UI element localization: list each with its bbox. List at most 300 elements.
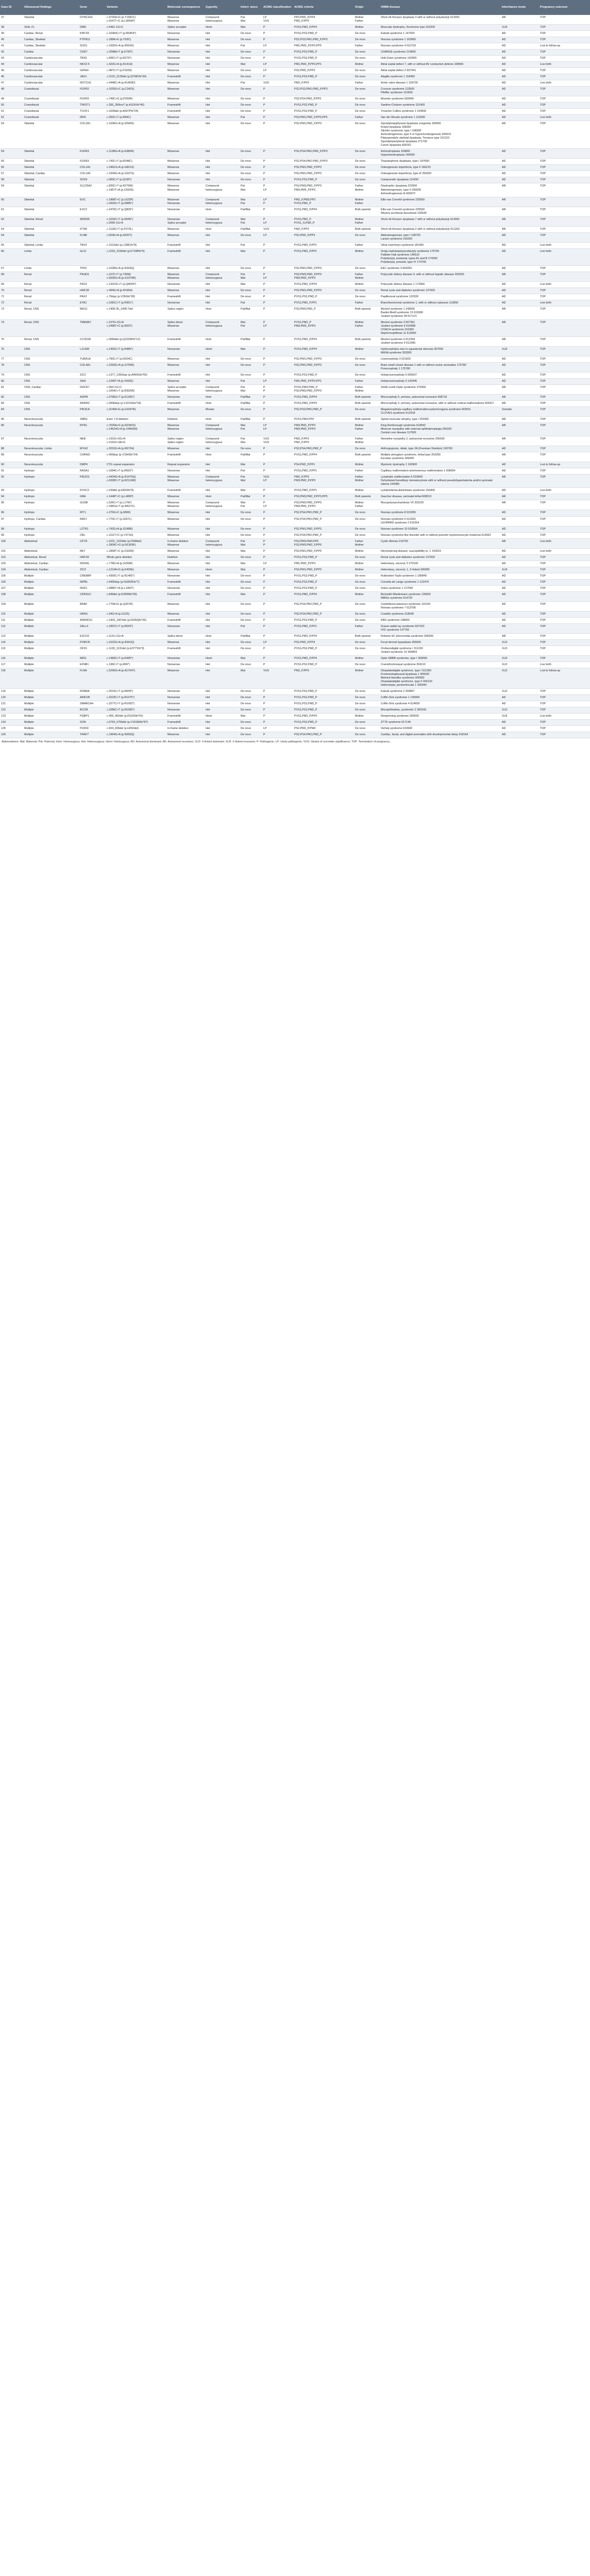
- table-cell: PM2_P,PP3: [293, 226, 354, 232]
- table-cell: De novo: [354, 407, 380, 417]
- table-cell: Cardiovascular: [23, 56, 79, 62]
- table-cell: PVS1,PM2_P PM3,PM2_P,PP3: [293, 319, 354, 336]
- table-cell: CBL: [79, 532, 106, 538]
- table-cell: TOP: [539, 601, 590, 611]
- table-cell: TOP: [539, 474, 590, 488]
- table-cell: 40: [0, 37, 23, 43]
- table-cell: Mother Father: [354, 15, 380, 25]
- table-cell: TOP: [539, 554, 590, 561]
- table-cell: XLR: [501, 714, 539, 720]
- table-cell: TOP: [539, 720, 590, 726]
- table-row: [0, 121, 590, 149]
- table-cell: Hemi: [205, 25, 240, 31]
- table-cell: 117: [0, 662, 23, 668]
- table-cell: P: [262, 407, 293, 417]
- table-cell: c.835C>T (p.R279*): [106, 56, 166, 62]
- table-cell: 57: [0, 171, 23, 177]
- table-cell: Frameshift: [166, 109, 205, 115]
- table-cell: TOP: [539, 510, 590, 516]
- table-cell: EYA1: [79, 300, 106, 306]
- table-cell: c.1636G>A (p.G546S): [106, 121, 166, 149]
- table-cell: TOP: [539, 25, 590, 31]
- table-cell: 56: [0, 165, 23, 171]
- table-cell: Coffin-Siris syndrome 1 135900: [380, 695, 501, 701]
- table-cell: P: [262, 548, 293, 554]
- table-cell: Splice acceptor Missense: [166, 385, 205, 395]
- table-cell: AD: [501, 68, 539, 74]
- table-cell: Multiple: [23, 585, 79, 591]
- table-cell: P: [262, 611, 293, 617]
- table-cell: P: [262, 37, 293, 43]
- table-cell: Focal dermal hypoplasia 305600: [380, 639, 501, 646]
- table-cell: Both parents: [354, 494, 380, 500]
- table-cell: Pat Mat: [240, 474, 262, 488]
- table-cell: 84: [0, 407, 23, 417]
- table-cell: P: [262, 707, 293, 714]
- table-cell: Branchiootorenal syndrome 1, with or without cataracts 113650: [380, 300, 501, 306]
- table-cell: Pat/Mat: [240, 207, 262, 216]
- table-cell: TOP: [539, 197, 590, 207]
- table-cell: PVS1,PS2,PM2_P: [293, 372, 354, 379]
- results-table-container: [0, 0, 590, 745]
- table-cell: Pat: [240, 623, 262, 633]
- table-cell: Ulnar-mammary syndrome 181450: [380, 242, 501, 248]
- table-cell: 91: [0, 468, 23, 474]
- table-cell: Het: [205, 232, 240, 242]
- table-cell: Het: [205, 109, 240, 115]
- table-cell: Polycystic kidney disease 4, with or without hepatic disease 263200: [380, 272, 501, 281]
- table-cell: DMPK: [79, 462, 106, 468]
- table-cell: ZIC2: [79, 372, 106, 379]
- table-cell: LP: [262, 379, 293, 385]
- table-cell: TOP: [539, 732, 590, 738]
- table-cell: PKHD1: [79, 272, 106, 281]
- table-cell: Pat: [240, 115, 262, 121]
- table-cell: De novo: [354, 121, 380, 149]
- table-cell: Multiple: [23, 689, 79, 695]
- table-cell: AD: [501, 573, 539, 579]
- table-cell: Compound heterozygous: [205, 15, 240, 25]
- table-cell: P: [262, 281, 293, 287]
- column-header: Inheritance mode: [501, 0, 539, 15]
- table-cell: PUF60: [79, 726, 106, 732]
- table-cell: Neuromuscular: [23, 462, 79, 468]
- table-cell: CNS: [23, 347, 79, 357]
- table-cell: P: [262, 49, 293, 56]
- table-cell: Multiple: [23, 714, 79, 720]
- table-cell: Deletion: [166, 554, 205, 561]
- table-cell: P: [262, 306, 293, 319]
- table-cell: P: [262, 623, 293, 633]
- table-cell: AR: [501, 272, 539, 281]
- table-cell: Cardiac, Renal: [23, 31, 79, 37]
- table-cell: VUS: [262, 668, 293, 688]
- table-cell: Het: [205, 668, 240, 688]
- table-cell: Diastrophic dysplasia 222600 Atelosteogenesis, type II 256050 Achondrogenesis Ib 600972: [380, 183, 501, 197]
- table-cell: Pat Mat: [240, 385, 262, 395]
- table-cell: 103: [0, 561, 23, 567]
- table-cell: De novo: [240, 526, 262, 532]
- table-header: [0, 0, 590, 15]
- table-cell: 37: [0, 15, 23, 25]
- table-cell: Craniofacial: [23, 103, 79, 109]
- table-cell: De novo: [240, 171, 262, 177]
- table-cell: P: [262, 177, 293, 183]
- table-cell: P: [262, 87, 293, 96]
- table-cell: 59: [0, 183, 23, 197]
- table-cell: Frameshift: [166, 617, 205, 623]
- table-cell: De novo: [354, 646, 380, 655]
- table-cell: Hemi: [205, 567, 240, 573]
- table-cell: Compound heterozygous: [205, 474, 240, 488]
- table-cell: Mat Pat: [240, 423, 262, 436]
- table-cell: PVS1,PM2_P,PP1: [293, 623, 354, 633]
- table-cell: c.1521_1523del (p.F508del) c.3909C>G (p.N1303K): [106, 538, 166, 548]
- table-cell: Holoprosencephaly 5 609637: [380, 372, 501, 379]
- table-cell: Missense: [166, 548, 205, 554]
- table-cell: FOXC2: [79, 488, 106, 494]
- table-cell: PVS1,PS2,PM2_P: [293, 49, 354, 56]
- table-cell: c.2515C>T (p.R839*): [106, 689, 166, 695]
- table-cell: Both parents: [354, 306, 380, 319]
- table-cell: CDKN1C: [79, 591, 106, 601]
- table-cell: 107: [0, 585, 23, 591]
- table-cell: TOP: [539, 31, 590, 37]
- table-cell: Mother: [354, 548, 380, 554]
- table-cell: Nonsense: [166, 347, 205, 357]
- table-row: [0, 633, 590, 639]
- table-cell: PVS1,PS2,PM2_P: [293, 554, 354, 561]
- table-cell: Hemi: [205, 714, 240, 720]
- table-cell: c.770A>G (p.Q257R): [106, 601, 166, 611]
- table-cell: Pat/Mat: [240, 336, 262, 346]
- table-cell: c.526C>T (p.L176F) c.1881G>T (p.W627C): [106, 500, 166, 510]
- table-cell: Pat/Mat: [240, 417, 262, 423]
- table-cell: 53: [0, 121, 23, 149]
- table-cell: TOP: [539, 49, 590, 56]
- table-cell: Missense: [166, 165, 205, 171]
- table-cell: Multiple: [23, 611, 79, 617]
- table-cell: De novo: [240, 49, 262, 56]
- table-cell: Hemi: [205, 347, 240, 357]
- table-cell: AR: [501, 226, 539, 232]
- table-cell: Splice donor: [166, 633, 205, 639]
- table-cell: Skeletal, Limbs: [23, 242, 79, 248]
- table-cell: NIPBL: [79, 579, 106, 585]
- table-cell: De novo: [354, 579, 380, 585]
- table-cell: c.3936dup (p.V1313Gfs*18): [106, 401, 166, 407]
- table-cell: Cardiofaciocutaneous syndrome 115150 Noonan syndrome 7 613706: [380, 601, 501, 611]
- table-cell: De novo: [240, 177, 262, 183]
- table-cell: De novo: [240, 585, 262, 591]
- table-row: [0, 347, 590, 357]
- table-cell: Frameshift: [166, 646, 205, 655]
- column-header: Pregnancy outcome: [539, 0, 590, 15]
- column-header: Gene: [79, 0, 106, 15]
- table-cell: Het: [205, 601, 240, 611]
- table-cell: CNS: [23, 357, 79, 363]
- table-cell: AD: [501, 149, 539, 159]
- table-cell: AD: [501, 300, 539, 306]
- table-cell: AD: [501, 579, 539, 585]
- table-row: [0, 452, 590, 462]
- table-cell: Craniofacial: [23, 109, 79, 115]
- table-body: [0, 15, 590, 738]
- table-cell: De novo: [354, 177, 380, 183]
- table-cell: 116: [0, 655, 23, 662]
- table-row: [0, 159, 590, 165]
- table-cell: PIEZO1: [79, 474, 106, 488]
- table-cell: Mother Father: [354, 319, 380, 336]
- table-cell: Mat: [240, 462, 262, 468]
- table-cell: c.244del (p.E82Sfs*9): [106, 488, 166, 494]
- table-cell: Cardiovascular: [23, 62, 79, 68]
- table-cell: c.964-1G>C c.1054C>T (p.R352W): [106, 385, 166, 395]
- table-cell: TOP: [539, 500, 590, 510]
- table-cell: RIT1: [79, 510, 106, 516]
- table-cell: 115: [0, 646, 23, 655]
- table-cell: Spondyloepiphyseal dysplasia congenita 183900 Kniest dysplasia 156550 Stickler syndrome, type I 108300 Achondrogenesis, type II or hypochondrogenesis 200610 Platyspondylic skeletal dysplasia, Torrance type 151210 Spondyloperipheral dysplasia 271700 Czech dysplasia 609162: [380, 121, 501, 149]
- table-cell: AD: [501, 115, 539, 121]
- table-cell: HNF1B: [79, 554, 106, 561]
- table-cell: LP: [262, 68, 293, 74]
- table-cell: Live birth: [539, 281, 590, 287]
- table-cell: Multiple: [23, 591, 79, 601]
- table-cell: Both parents: [354, 336, 380, 346]
- table-cell: TOP: [539, 183, 590, 197]
- table-cell: c.1028G>A (p.R343Q): [106, 265, 166, 272]
- table-cell: 112: [0, 623, 23, 633]
- table-cell: AD: [501, 74, 539, 80]
- table-cell: c.1377_1392dup (p.A465Gfs*50): [106, 372, 166, 379]
- table-cell: Hydrops: [23, 494, 79, 500]
- table-cell: PS2,PS4,PM1,PM2_P: [293, 516, 354, 526]
- table-cell: Live birth: [539, 248, 590, 265]
- table-cell: De novo: [354, 109, 380, 115]
- table-cell: Het: [205, 43, 240, 49]
- table-row: [0, 468, 590, 474]
- table-cell: TOP: [539, 452, 590, 462]
- table-cell: P: [262, 56, 293, 62]
- table-cell: Missense: [166, 226, 205, 232]
- table-footnote: Abbreviations: Mat: Maternal; Pat: Paternal; Hom: Homozygous; Het: Heterozygous; Hemi: Hemizygous; AD: Autosomal dominant; AR: Autosomal recessive; XLD: X-linked dominant; XLR: X-linked recessive; P: Pathogenic; LP: Likely pathogenic; VUS: Variant of uncertain significance; TOP: Termination of pregnancy.: [2, 740, 391, 744]
- table-row: [0, 25, 590, 31]
- table-cell: NEB: [79, 436, 106, 446]
- table-cell: Father Mother: [354, 474, 380, 488]
- table-cell: PVS1,PS2,PM2_P: [293, 707, 354, 714]
- table-cell: P: [262, 357, 293, 363]
- table-cell: Skeletal: [23, 149, 79, 159]
- table-row: [0, 726, 590, 732]
- table-cell: AR: [501, 207, 539, 216]
- table-cell: DYNC2H1: [79, 15, 106, 25]
- table-cell: Noonan syndrome 1 163950: [380, 37, 501, 43]
- table-row: [0, 601, 590, 611]
- table-cell: Missense Missense: [166, 423, 205, 436]
- table-cell: FGFR3: [79, 159, 106, 165]
- table-cell: PS2,PM2_P,PP3: [293, 232, 354, 242]
- table-row: [0, 319, 590, 336]
- table-cell: AD: [501, 171, 539, 177]
- table-cell: LZTR1: [79, 526, 106, 532]
- table-cell: HNF1B: [79, 287, 106, 294]
- table-cell: P: [262, 579, 293, 585]
- table-cell: c.742C>T (p.R248C): [106, 159, 166, 165]
- table-cell: TOP: [539, 74, 590, 80]
- table-cell: P: [262, 121, 293, 149]
- table-cell: Het: [205, 707, 240, 714]
- table-cell: Orofaciodigital syndrome I 311200 Joubert syndrome 10 300804: [380, 646, 501, 655]
- table-cell: CNS: [23, 401, 79, 407]
- table-cell: TOP: [539, 165, 590, 171]
- table-cell: Exon 7-8 deletion: [106, 417, 166, 423]
- table-cell: CNS: [23, 407, 79, 417]
- table-cell: Pat/Mat: [240, 306, 262, 319]
- table-cell: Muenke syndrome 602849: [380, 96, 501, 103]
- table-row: [0, 494, 590, 500]
- table-cell: 64: [0, 232, 23, 242]
- table-cell: Renal, CNS: [23, 336, 79, 346]
- table-cell: MKS1: [79, 306, 106, 319]
- table-cell: Repeat expansion: [166, 462, 205, 468]
- table-cell: Hom: [205, 452, 240, 462]
- table-cell: Missense: [166, 532, 205, 538]
- table-row: [0, 80, 590, 87]
- table-cell: P: [262, 468, 293, 474]
- table-cell: AD: [501, 720, 539, 726]
- table-cell: Multiple: [23, 639, 79, 646]
- table-cell: AR: [501, 452, 539, 462]
- table-cell: Father Mother: [354, 385, 380, 395]
- table-cell: Holt-Oram syndrome 142900: [380, 56, 501, 62]
- table-cell: Mother: [354, 248, 380, 265]
- table-cell: P: [262, 300, 293, 306]
- table-cell: 82: [0, 395, 23, 401]
- table-cell: 76: [0, 347, 23, 357]
- table-cell: TOP: [539, 423, 590, 436]
- table-cell: BRAF: [79, 601, 106, 611]
- table-cell: P: [262, 103, 293, 109]
- table-cell: Het: [205, 532, 240, 538]
- table-cell: Mat: [240, 561, 262, 567]
- table-cell: XLD: [501, 668, 539, 688]
- table-cell: Mother: [354, 62, 380, 68]
- table-cell: 65: [0, 242, 23, 248]
- table-cell: AR: [501, 401, 539, 407]
- table-cell: AD: [501, 510, 539, 516]
- table-cell: Hydrops: [23, 474, 79, 488]
- table-cell: Nonsense: [166, 689, 205, 695]
- table-cell: Splice region: [166, 306, 205, 319]
- table-cell: Het: [205, 720, 240, 726]
- table-cell: c.12010C>T (p.Q4004*): [106, 281, 166, 287]
- table-cell: Nonsense: [166, 56, 205, 62]
- table-cell: Missense: [166, 37, 205, 43]
- table-cell: Nonsense: [166, 662, 205, 668]
- table-cell: XLR: [501, 347, 539, 357]
- table-cell: PVS1,PS2,PM2_P: [293, 646, 354, 655]
- table-cell: Abdominal, Renal: [23, 554, 79, 561]
- table-cell: 50: [0, 103, 23, 109]
- table-cell: Het: [205, 689, 240, 695]
- table-cell: Short-rib thoracic dysplasia 2 with or without polydactyly 611263: [380, 226, 501, 232]
- table-cell: Missense: [166, 668, 205, 688]
- table-row: [0, 197, 590, 207]
- table-row: [0, 87, 590, 96]
- table-cell: Holoprosencephaly 3 142945: [380, 379, 501, 385]
- table-cell: PS2,PM1,PM2_P,PP3: [293, 526, 354, 532]
- table-row: [0, 532, 590, 538]
- table-cell: Het: [205, 611, 240, 617]
- table-cell: PS2,PM1,PM2_P,PP3: [293, 357, 354, 363]
- table-cell: P P: [262, 385, 293, 395]
- table-cell: c.604G>A (p.A202T): [106, 232, 166, 242]
- table-cell: Achondroplasia 100800 Hypochondroplasia 146000: [380, 149, 501, 159]
- table-cell: KMT2D: [79, 31, 106, 37]
- table-cell: Lissencephaly 3 611603: [380, 357, 501, 363]
- table-cell: De novo: [354, 601, 380, 611]
- table-cell: P: [262, 591, 293, 601]
- table-row: [0, 732, 590, 738]
- table-cell: Skeletal: [23, 165, 79, 171]
- table-cell: 83: [0, 401, 23, 407]
- table-cell: AD: [501, 561, 539, 567]
- table-cell: Mosaic: [205, 407, 240, 417]
- table-cell: Pat: [240, 43, 262, 49]
- table-cell: Noonan syndrome 5 611553 LEOPARD syndrome 2 611554: [380, 516, 501, 526]
- table-cell: PS3,PM1,PM2_P,PP3: [293, 567, 354, 573]
- table-cell: Missense: [166, 732, 205, 738]
- table-cell: Nonsense: [166, 623, 205, 633]
- table-cell: Atrial septal defect 7, with or without AV conduction defects 108900: [380, 62, 501, 68]
- table-row: [0, 423, 590, 436]
- table-cell: c.1081C>T (p.R361*): [106, 300, 166, 306]
- table-cell: Noonan syndrome 10 616564: [380, 526, 501, 532]
- table-cell: Het: [205, 488, 240, 494]
- table-cell: AR: [501, 216, 539, 226]
- table-cell: Het: [205, 526, 240, 532]
- table-cell: Father: [354, 623, 380, 633]
- table-row: [0, 567, 590, 573]
- table-cell: 66: [0, 248, 23, 265]
- table-cell: PTPN11: [79, 37, 106, 43]
- table-cell: De novo: [354, 287, 380, 294]
- table-cell: P: [262, 242, 293, 248]
- table-row: [0, 183, 590, 197]
- table-row: [0, 639, 590, 646]
- table-cell: c.196C>T (p.R66*): [106, 662, 166, 668]
- table-cell: Mat: [240, 248, 262, 265]
- table-cell: 79: [0, 372, 23, 379]
- table-cell: 102: [0, 554, 23, 561]
- table-cell: De novo: [240, 639, 262, 646]
- column-header: Origin: [354, 0, 380, 15]
- table-row: [0, 96, 590, 103]
- table-cell: TOP: [539, 494, 590, 500]
- table-cell: Missense: [166, 601, 205, 611]
- table-cell: COL2A1: [79, 121, 106, 149]
- table-cell: Pat/Mat: [240, 401, 262, 407]
- table-cell: De novo: [354, 446, 380, 452]
- table-cell: Arthrogryposis, distal, type 2A (Freeman-Sheldon) 193700: [380, 446, 501, 452]
- table-row: [0, 646, 590, 655]
- table-cell: Multiple: [23, 707, 79, 714]
- table-cell: Mat: [240, 25, 262, 31]
- table-cell: 89: [0, 452, 23, 462]
- table-cell: SOS1: [79, 43, 106, 49]
- table-cell: De novo: [354, 695, 380, 701]
- table-cell: CNS, Cardiac: [23, 385, 79, 395]
